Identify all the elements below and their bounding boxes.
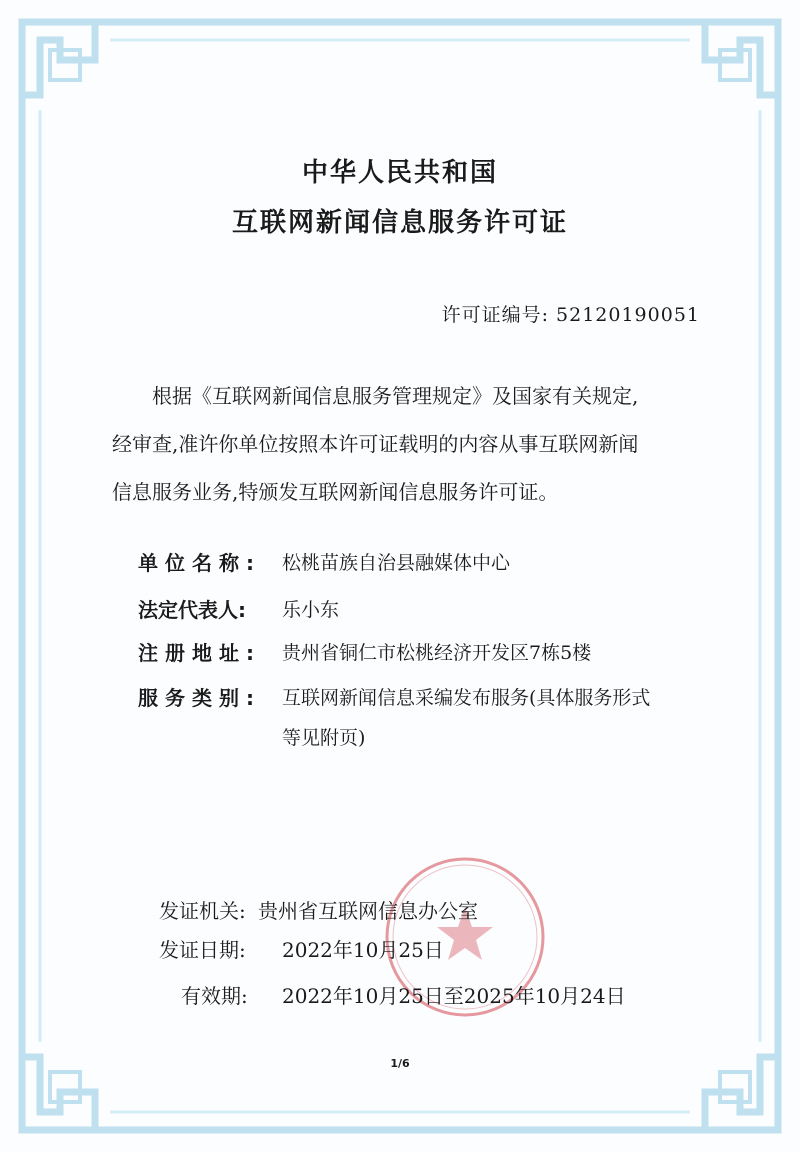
issuer-label: 发证机关:	[159, 899, 246, 923]
field-label-unit-name: 单位名称:	[138, 551, 261, 575]
title-line-2: 互联网新闻信息服务许可证	[231, 208, 568, 238]
body-paragraph	[112, 372, 704, 516]
issuer-value: 贵州省互联网信息办公室	[258, 899, 478, 923]
page-number: 1/6	[390, 1057, 410, 1070]
field-label-service-category: 服务类别:	[138, 686, 261, 710]
field-value-service-category: 互联网新闻信息采编发布服务(具体服务形式	[282, 687, 651, 709]
issue-date-value: 2022年10月25日	[282, 938, 444, 962]
validity-label: 有效期:	[181, 984, 248, 1008]
field-label-registered-address: 注册地址:	[138, 641, 261, 665]
issue-date-label: 发证日期:	[159, 938, 246, 962]
body-line: 根据《互联网新闻信息服务管理规定》及国家有关规定,	[152, 384, 639, 408]
body-line: 信息服务业务,特颁发互联网新闻信息服务许可证。	[112, 480, 559, 504]
title-line-1: 中华人民共和国	[301, 158, 498, 188]
license-number: 许可证编号: 52120190051	[441, 304, 700, 326]
field-value-unit-name: 松桃苗族自治县融媒体中心	[282, 552, 511, 574]
field-label-legal-representative: 法定代表人:	[138, 598, 246, 622]
body-line: 经审查,准许你单位按照本许可证载明的内容从事互联网新闻	[112, 432, 639, 456]
field-value-service-category-line2: 等见附页)	[282, 727, 366, 749]
field-value-registered-address: 贵州省铜仁市松桃经济开发区7栋5楼	[282, 642, 592, 664]
validity-value: 2022年10月25日至2025年10月24日	[282, 984, 626, 1008]
field-value-legal-representative: 乐小东	[282, 599, 340, 621]
